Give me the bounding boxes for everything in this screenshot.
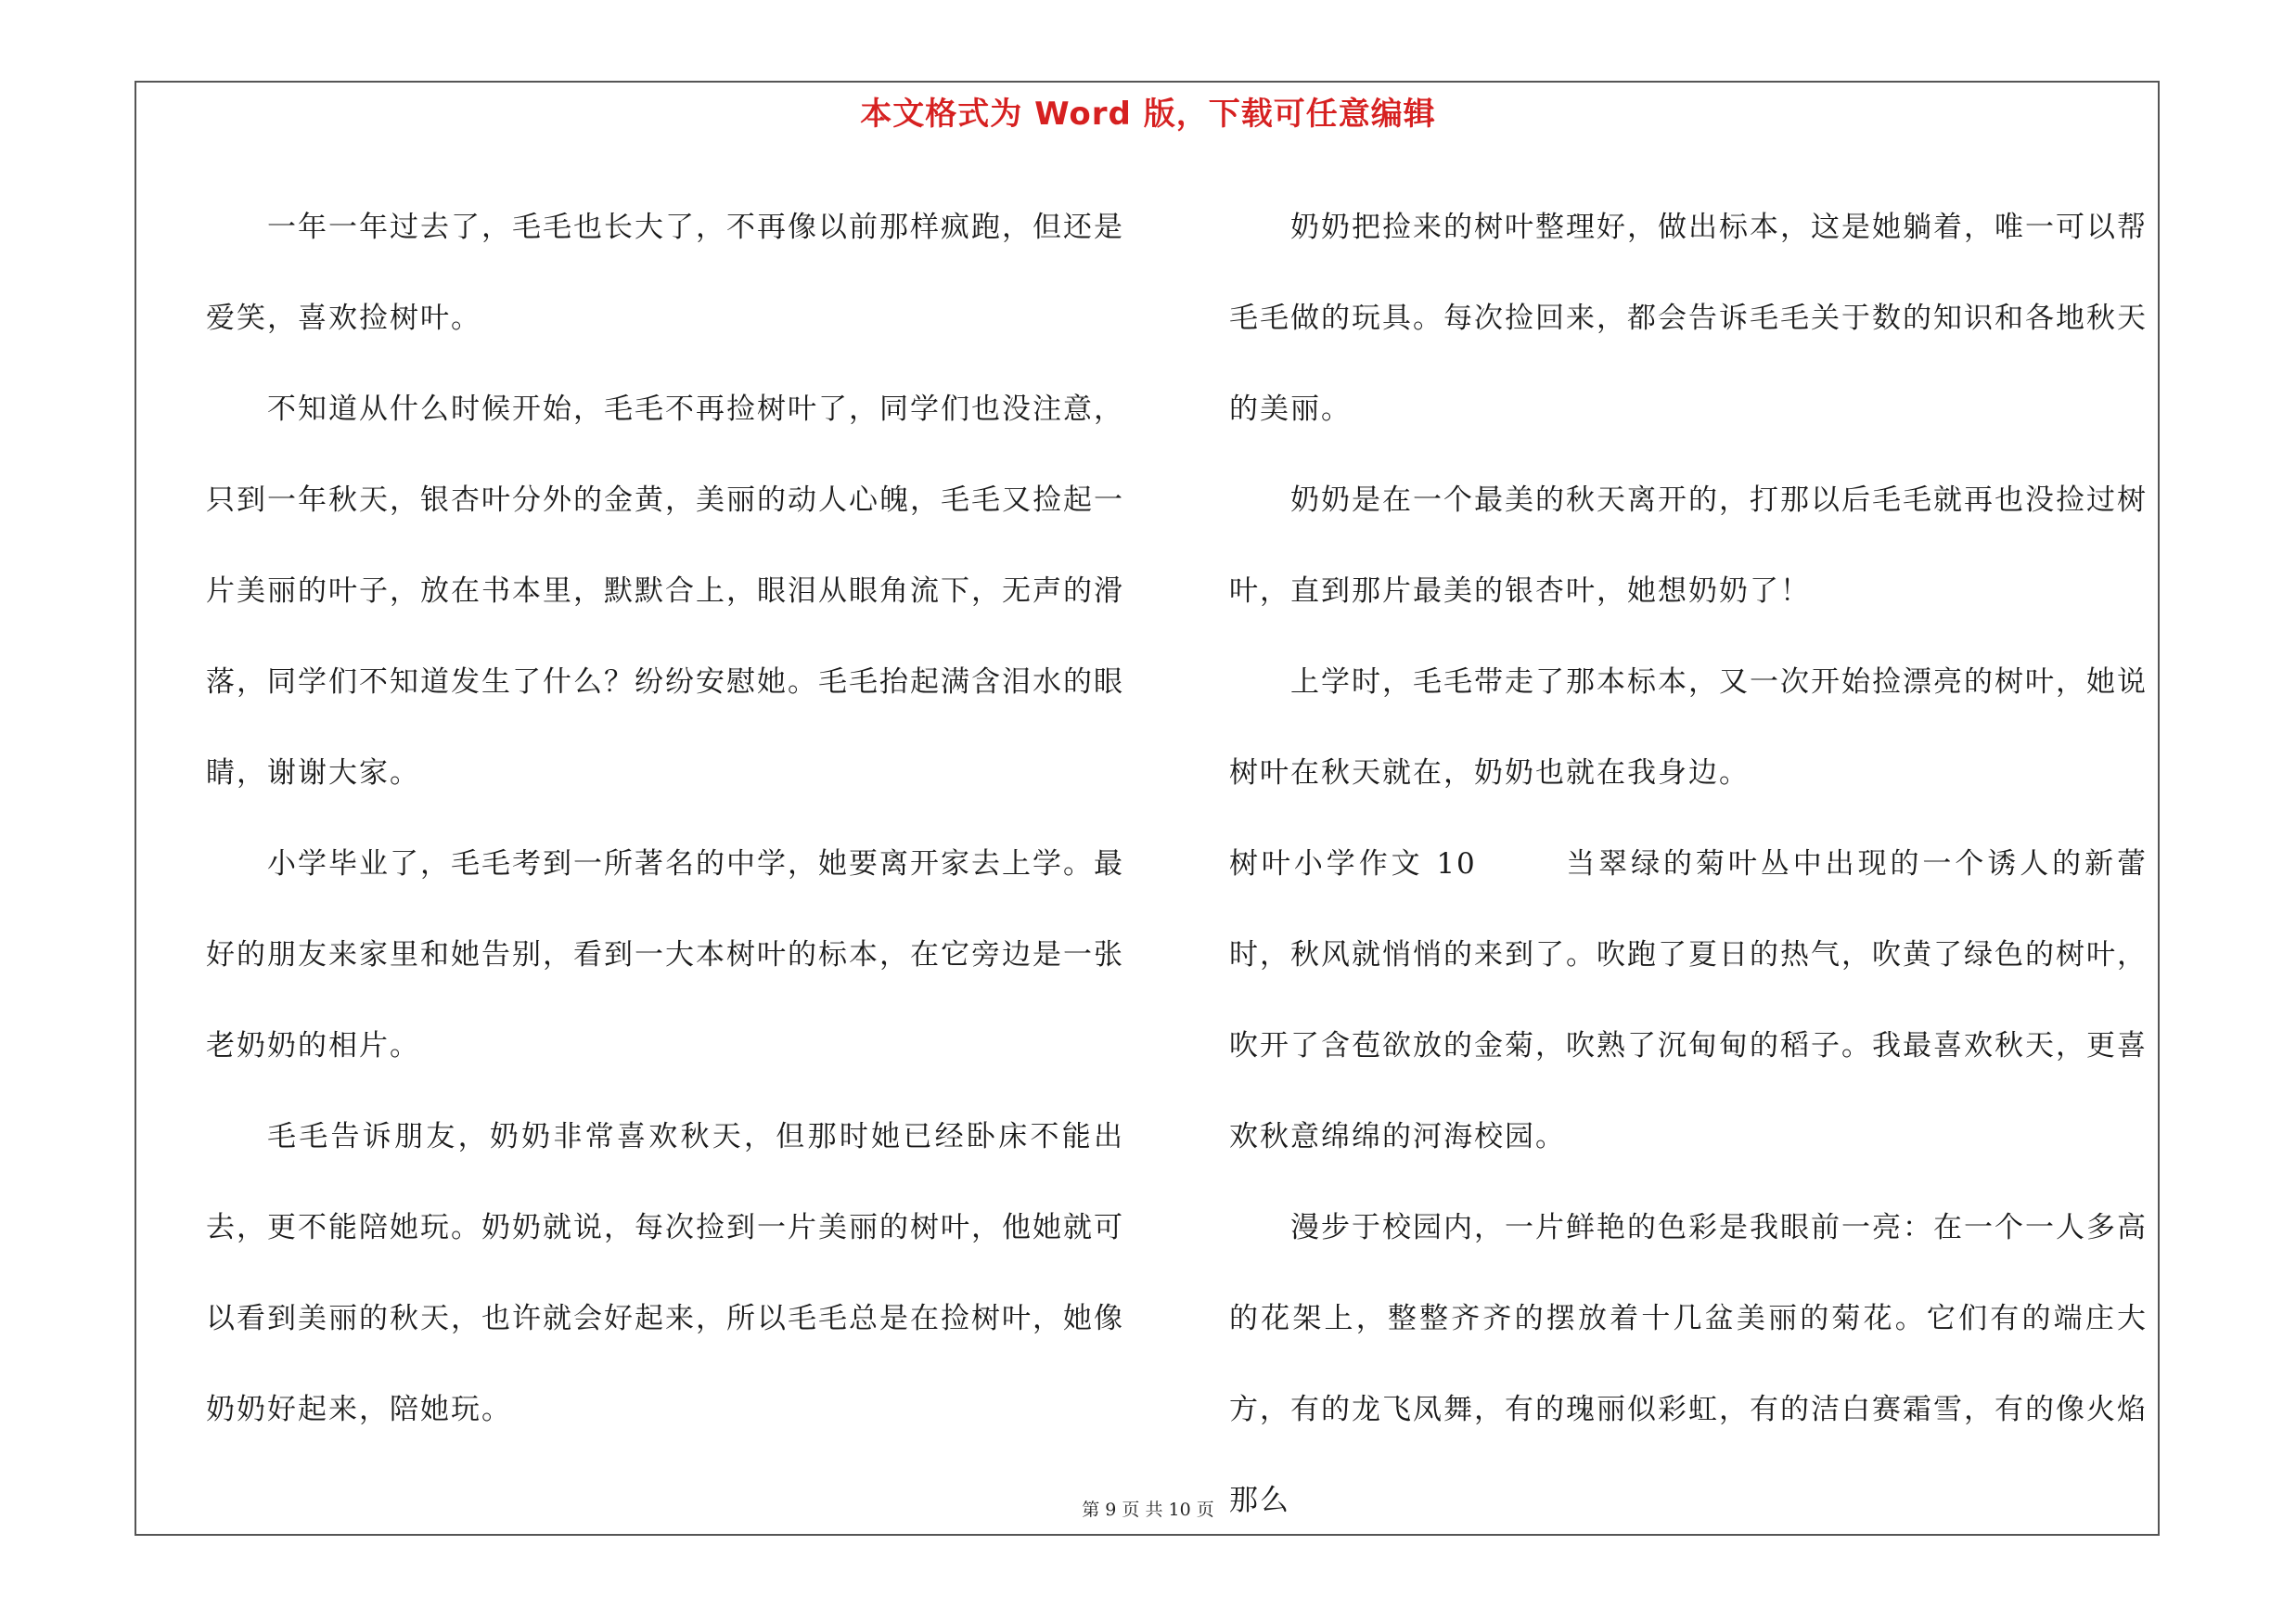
paragraph: 不知道从什么时候开始，毛毛不再捡树叶了，同学们也没注意，只到一年秋天，银杏叶分外的金黄，美丽的动人心魄，毛毛又捡起一片美丽的叶子，放在书本里，默默合上，眼泪从眼角流下，无声的滑落，同学们不知道发生了什么？纷纷安慰她。毛毛抬起满含泪水的眼睛，谢谢大家。 (206, 393, 1124, 790)
paragraph: 奶奶是在一个最美的秋天离开的，打那以后毛毛就再也没捡过树叶，直到那片最美的银杏叶，她想奶奶了！ (1229, 483, 2148, 608)
paragraph: 上学时，毛毛带走了那本标本，又一次开始捡漂亮的树叶，她说树叶在秋天就在，奶奶也就在我身边。 (1229, 665, 2148, 790)
page-number: 第 9 页 共 10 页 (1082, 1500, 1214, 1520)
essay-heading-paragraph (1229, 818, 2148, 1182)
left-column (206, 182, 1124, 1455)
paragraph-text: 当翠绿的菊叶丛中出现的一个诱人的新蕾时，秋风就悄悄的来到了。吹跑了夏日的热气，吹黄了绿色的树叶，吹开了含苞欲放的金菊，吹熟了沉甸甸的稻子。我最喜欢秋天，更喜欢秋意绵绵的河海校园。 (1229, 847, 2148, 1153)
paragraph: 漫步于校园内，一片鲜艳的色彩是我眼前一亮：在一个一人多高的花架上，整整齐齐的摆放着十几盆美丽的菊花。它们有的端庄大方，有的龙飞凤舞，有的瑰丽似彩虹，有的洁白赛霜雪，有的像火焰那么 (1229, 1211, 2148, 1517)
format-banner: 本文格式为 Word 版，下载可任意编辑 (860, 96, 1436, 133)
essay-heading: 树叶小学作文 10 (1229, 847, 1477, 881)
paragraph: 一年一年过去了，毛毛也长大了，不再像以前那样疯跑，但还是爱笑，喜欢捡树叶。 (206, 211, 1124, 335)
paragraph: 小学毕业了，毛毛考到一所著名的中学，她要离开家去上学。最好的朋友来家里和她告别，看到一大本树叶的标本，在它旁边是一张老奶奶的相片。 (206, 847, 1124, 1063)
right-column (1229, 182, 2148, 1546)
paragraph: 毛毛告诉朋友，奶奶非常喜欢秋天，但那时她已经卧床不能出去，更不能陪她玩。奶奶就说，每次捡到一片美丽的树叶，他她就可以看到美丽的秋天，也许就会好起来，所以毛毛总是在捡树叶，她像奶奶好起来，陪她玩。 (206, 1120, 1124, 1426)
paragraph: 奶奶把捡来的树叶整理好，做出标本，这是她躺着，唯一可以帮毛毛做的玩具。每次捡回来，都会告诉毛毛关于数的知识和各地秋天的美丽。 (1229, 211, 2148, 426)
